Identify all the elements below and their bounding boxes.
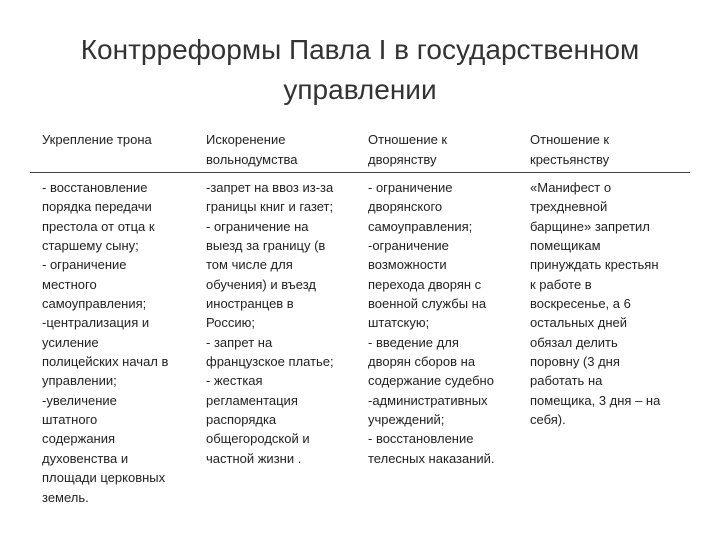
column-header-nobility: Отношение к дворянству [368, 132, 448, 167]
column-header-peasantry: Отношение к крестьянству [530, 132, 610, 167]
column-header-throne: Укрепление трона [42, 132, 152, 147]
column-nobility [368, 130, 518, 466]
column-body-nobility: - ограничение дворянского самоуправления; -ограничение возможности перехода дворян с военной службы на штатскую; - введение для дворян сборов на содержание судебно -административных учреждений; - восстановление телесных наказаний. [368, 180, 495, 466]
column-throne [42, 130, 192, 505]
column-body-throne: - восстановление порядка передачи престола от отца к старшему сыну; - ограничение местного самоуправления; -централизация и усиление полицейских начал в управлении; -увеличение штатного содержания духовенства и площади церковных земель. [42, 180, 169, 505]
column-body-peasantry: «Манифест о трехдневной барщине» запретил помещикам принуждать крестьян к работе в воскресенье, а 6 остальных дней обязал делить поровну (3 дня работать на помещика, 3 дня – на себя). [530, 180, 661, 428]
column-peasantry [530, 130, 690, 428]
column-freethinking [206, 130, 364, 466]
column-body-freethinking: -запрет на ввоз из-за границы книг и газет; - ограничение на выезд за границу (в том числе для обучения) и въезд иностранцев в Россию; - запрет на французское платье; - жесткая регламентация распорядка общегородской и частной жизни . [206, 180, 334, 466]
slide-title: Контрреформы Павла I в государственном управлении [80, 34, 640, 105]
column-header-freethinking: Искоренение вольнодумства [206, 132, 298, 167]
header-divider [30, 172, 690, 173]
